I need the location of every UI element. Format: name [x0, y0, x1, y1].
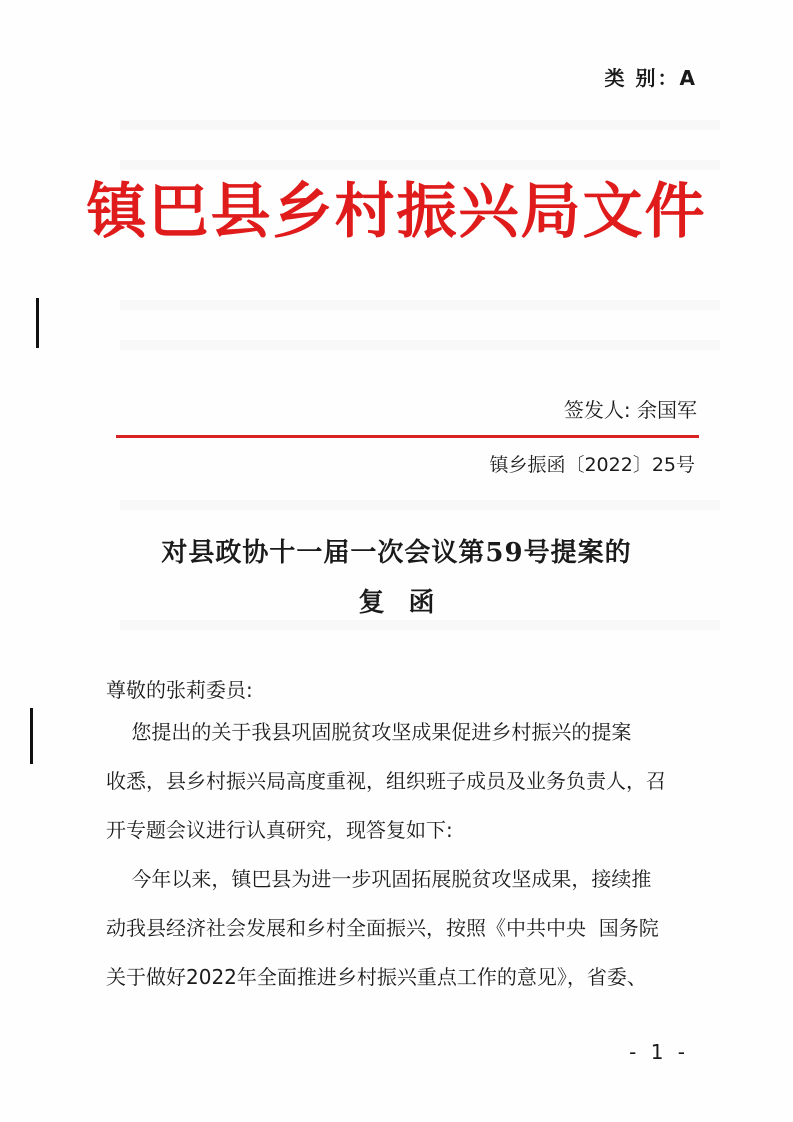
body-line: 动我县经济社会发展和乡村全面振兴，按照《中共中央 国务院: [106, 916, 659, 940]
document-title-line-1: 对县政协十一届一次会议第59号提案的: [161, 538, 632, 568]
page-number: - 1 -: [629, 1040, 689, 1064]
body-line: 关于做好2022年全面推进乡村振兴重点工作的意见》，省委、: [106, 965, 647, 989]
document-number: 镇乡振函〔2022〕25号: [489, 454, 695, 476]
bleed-through-shading: [120, 620, 720, 630]
document-title-line-2: 复函: [358, 588, 459, 618]
body-line: 开专题会议进行认真研究，现答复如下:: [106, 818, 453, 842]
document-category: 类 别：A: [604, 66, 697, 90]
binding-margin-mark: [30, 708, 33, 764]
salutation: 尊敬的张莉委员:: [106, 678, 253, 702]
issuing-authority-masthead: 镇巴县乡村振兴局文件: [86, 177, 707, 247]
bleed-through-shading: [120, 120, 720, 130]
body-line: 您提出的关于我县巩固脱贫攻坚成果促进乡村振兴的提案: [106, 720, 632, 744]
signer-line: 签发人: 余国军: [563, 398, 697, 422]
binding-margin-mark: [36, 298, 39, 348]
bleed-through-shading: [120, 160, 720, 170]
bleed-through-shading: [120, 300, 720, 310]
bleed-through-shading: [120, 340, 720, 350]
body-line: 收悉，县乡村振兴局高度重视，组织班子成员及业务负责人，召: [106, 769, 666, 793]
red-separator-rule: [116, 435, 699, 438]
body-line: 今年以来，镇巴县为进一步巩固拓展脱贫攻坚成果，接续推: [106, 867, 652, 891]
bleed-through-shading: [120, 500, 720, 510]
